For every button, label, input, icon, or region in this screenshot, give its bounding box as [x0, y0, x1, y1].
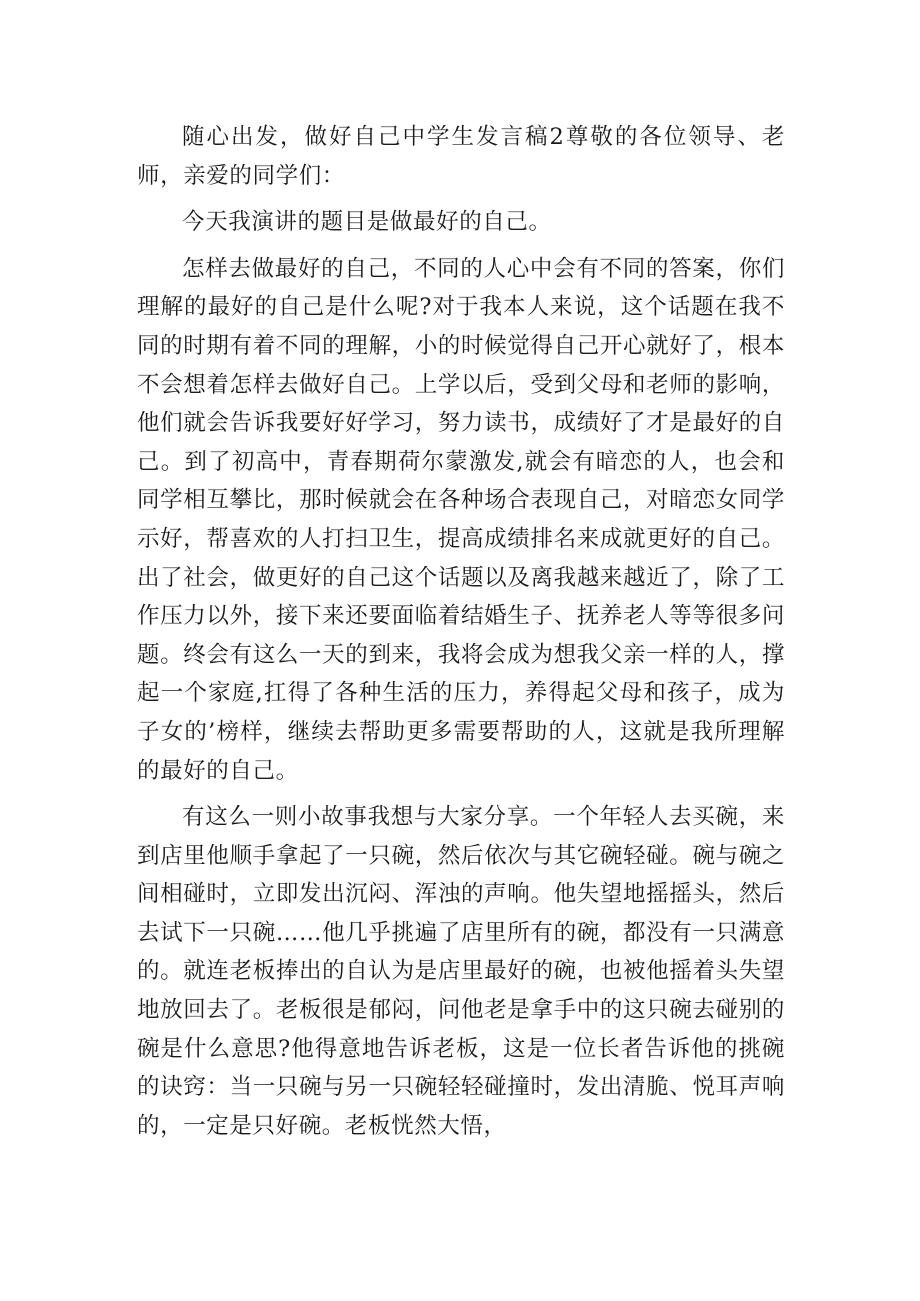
- paragraph-title: 随心出发，做好自己中学生发言稿2尊敬的各位领导、老师，亲爱的同学们：: [137, 124, 785, 189]
- paragraph-main: 怎样去做最好的自己，不同的人心中会有不同的答案，你们理解的最好的自己是什么呢?对于我本人来说，这个话题在我不同的时期有着不同的理解，小的时候觉得自己开心就好了，根本不会想着怎样去做好自己。上学以后，受到父母和老师的影响，他们就会告诉我要好好学习，努力读书，成绩好了才是最好的自己。到了初高中，青春期荷尔蒙激发,就会有暗恋的人，也会和同学相互攀比，那时候就会在各种场合表现自己，对暗恋女同学示好，帮喜欢的人打扫卫生，提高成绩排名来成就更好的自己。出了社会，做更好的自己这个话题以及离我越来越近了，除了工作压力以外，接下来还要面临着结婚生子、抚养老人等等很多问题。终会有这么一天的到来，我将会成为想我父亲一样的人，撑起一个家庭,扛得了各种生活的压力，养得起父母和孩子，成为子女的’榜样，继续去帮助更多需要帮助的人，这就是我所理解的最好的自己。: [137, 255, 785, 784]
- document-body: [137, 118, 785, 1145]
- paragraph-story: 有这么一则小故事我想与大家分享。一个年轻人去买碗，来到店里他顺手拿起了一只碗，然后依次与其它碗轻碰。碗与碗之间相碰时，立即发出沉闷、浑浊的声响。他失望地摇摇头，然后去试下一只碗……他几乎挑遍了店里所有的碗，都没有一只满意的。就连老板捧出的自认为是店里最好的碗，也被他摇着头失望地放回去了。老板很是郁闷，问他老是拿手中的这只碗去碰别的碗是什么意思?他得意地告诉老板，这是一位长者告诉他的挑碗的诀窍：当一只碗与另一只碗轻轻碰撞时，发出清脆、悦耳声响的，一定是只好碗。老板恍然大悟，: [137, 804, 785, 1139]
- paragraph-topic: 今天我演讲的题目是做最好的自己。: [182, 209, 552, 236]
